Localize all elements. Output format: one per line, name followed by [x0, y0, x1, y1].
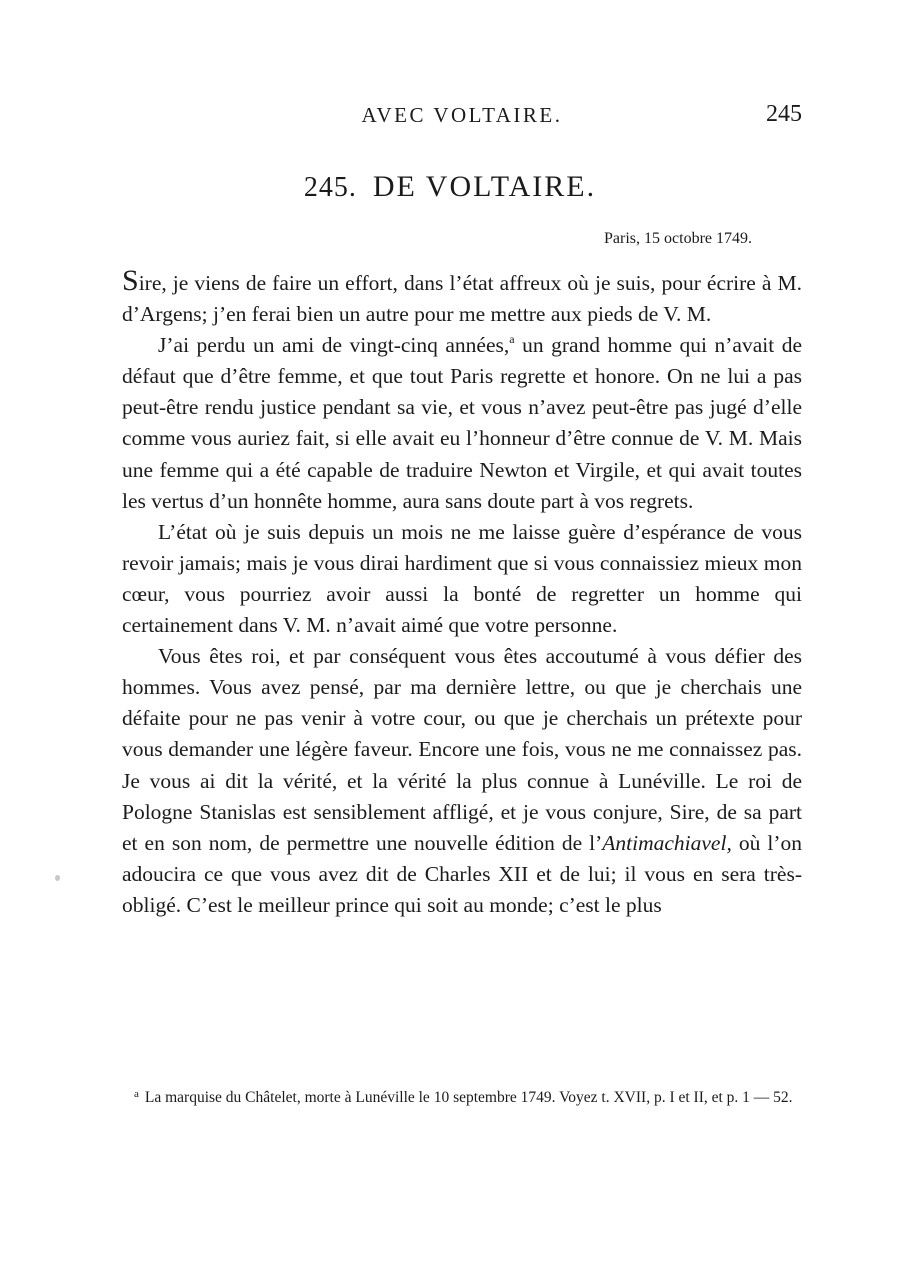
paragraph-1-text: ire, je viens de faire un effort, dans l’état affreux où je suis, pour écrire à M. d’Argens; j’en ferai bien un autre pour me mettre aux pieds de V. M.: [122, 271, 802, 327]
paragraph-1: [122, 264, 802, 330]
footnote-mark: a: [134, 1088, 139, 1100]
footnote-reference[interactable]: a: [509, 332, 515, 347]
letter-number: 245.: [303, 172, 357, 203]
paper-speck: [55, 875, 60, 881]
paragraph-4-text-a: Vous êtes roi, et par conséquent vous êtes accoutumé à vous défier des hommes. Vous avez pensé, par ma dernière lettre, ou que je cherchais une défaite pour ne pas venir à votre cour, ou que je cherchais un prétexte pour vous demander une légère faveur. Encore une fois, vous ne me connaissez pas. Je vous ai dit la vérité, et la vérité la plus connue à Lunéville. Le roi de Pologne Stanislas est sensiblement affligé, et je vous conjure, Sire, de sa part et en son nom, de permettre une nouvelle édition de l’: [122, 644, 802, 855]
book-title-italic: Antimachiavel,: [602, 830, 732, 855]
running-title: AVEC VOLTAIRE.: [361, 103, 563, 127]
page-number: 245: [766, 101, 802, 127]
drop-cap: S: [122, 264, 139, 297]
running-head: [122, 100, 802, 132]
paragraph-4: [122, 641, 802, 921]
paragraph-3: L’état où je suis depuis un mois ne me laisse guère d’espérance de vous revoir jamais; mais je vous dirai hardiment que si vous connaissiez mieux mon cœur, vous pourriez avoir aussi la bonté de regretter un homme qui certainement dans V. M. n’avait aimé que votre personne.: [122, 519, 802, 638]
paragraph-2-text-a: J’ai perdu un ami de vingt-cinq années,: [158, 333, 510, 358]
paragraph-4-text-b: où l’on adoucira ce que vous avez dit de Charles XII et de lui; il vous en sera très-obligé. C’est le meilleur prince qui soit au monde; c’est le plus: [122, 830, 802, 917]
letter-heading: [0, 170, 900, 204]
footnote: [122, 1082, 802, 1110]
dateline: Paris, 15 octobre 1749.: [604, 230, 752, 247]
paragraph-2-text-b: un grand homme qui n’avait de défaut que d’être femme, et que tout Paris regrette et honore. On ne lui a pas peut-être rendu justice pendant sa vie, et vous n’avez peut-être pas jugé d’elle comme vous auriez fait, si elle avait eu l’honneur d’être connue de V. M. Mais une femme qui a été capable de traduire Newton et Virgile, et qui avait toutes les vertus d’un honnête homme, aura sans doute part à vos regrets.: [122, 333, 802, 513]
letter-title: DE VOLTAIRE.: [372, 170, 597, 203]
footnote-text: La marquise du Châtelet, morte à Lunéville le 10 septembre 1749. Voyez t. XVII, p. I et II, et p. 1 — 52.: [144, 1089, 793, 1106]
paragraph-2: [122, 330, 802, 517]
letter-body: [122, 264, 802, 921]
